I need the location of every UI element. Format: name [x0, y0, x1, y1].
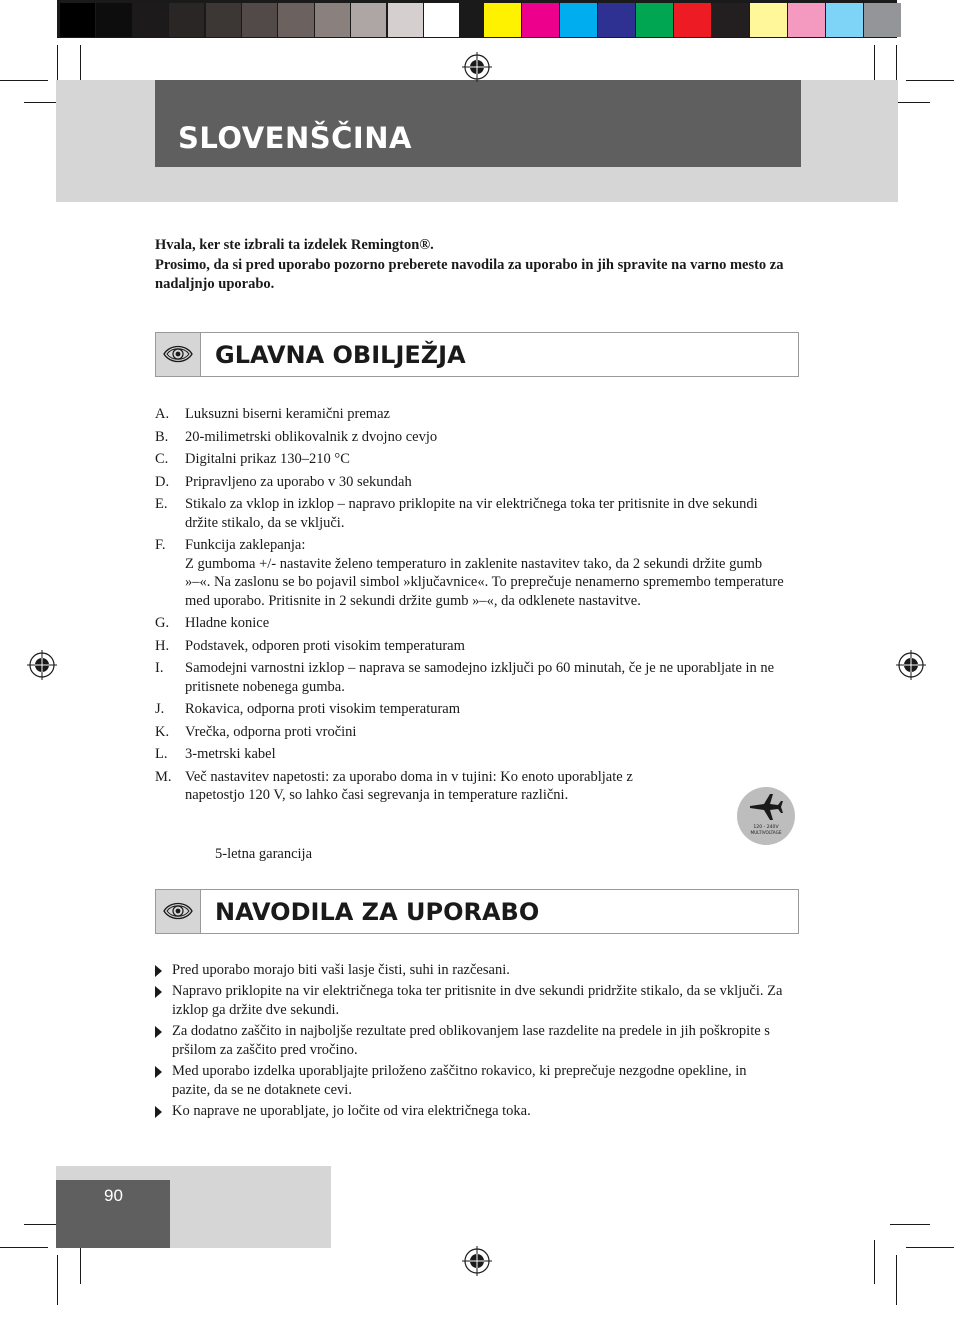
color-swatch	[60, 3, 95, 37]
list-item	[155, 1022, 785, 1060]
list-item	[155, 982, 785, 1020]
list-item	[155, 1062, 785, 1100]
section-title: NAVODILA ZA UPORABO	[215, 898, 540, 926]
section-heading-usage	[155, 889, 799, 934]
color-swatch	[522, 3, 559, 37]
list-item-letter: J.	[155, 701, 165, 717]
page-number: 90	[104, 1186, 123, 1205]
color-swatch	[598, 3, 635, 37]
list-item	[155, 723, 785, 742]
color-swatch	[636, 3, 673, 37]
list-item-letter: K.	[155, 723, 170, 740]
list-item	[155, 405, 785, 424]
usage-list	[155, 961, 785, 1123]
color-swatch	[484, 3, 521, 37]
color-swatch	[315, 3, 350, 37]
color-swatch	[388, 3, 423, 37]
color-swatch	[712, 3, 749, 37]
bullet-arrow-icon	[155, 965, 162, 977]
registration-mark-icon	[462, 52, 492, 82]
list-item-letter: D.	[155, 473, 170, 490]
section-icon-box	[156, 890, 201, 933]
list-item-text: Hladne konice	[185, 615, 270, 631]
registration-mark-icon	[896, 650, 926, 680]
color-swatch	[826, 3, 863, 37]
list-item	[155, 536, 785, 610]
intro-instructions: Prosimo, da si pred uporabo pozorno preberete navodila za uporabo in jih spravite na varno mesto za nadaljnjo uporabo.	[155, 256, 784, 292]
list-item-text: Samodejni varnostni izklop – naprava se samodejno izključi po 60 minutah, če je ne uporabljate in ne pritisnete nobenega gumba.	[185, 660, 775, 695]
list-item-text: Rokavica, odporna proti visokim temperaturam	[185, 701, 461, 717]
color-swatch	[96, 3, 131, 37]
list-item-letter: M.	[155, 768, 172, 785]
crop-mark	[0, 80, 48, 81]
feature-list	[155, 405, 785, 809]
section-heading-features	[155, 332, 799, 377]
page-title: SLOVENŠČINA	[178, 121, 412, 155]
list-item-text: Stikalo za vklop in izklop – napravo priklopite na vir električnega toka ter pritisnite in dve sekundi držite stikalo, da se vključi.	[185, 496, 758, 531]
list-item	[155, 495, 785, 532]
page-number-box	[56, 1180, 170, 1248]
list-item-letter: I.	[155, 660, 164, 676]
list-item	[155, 745, 785, 764]
color-swatch	[351, 3, 386, 37]
list-item	[155, 768, 785, 805]
registration-mark-icon	[462, 1246, 492, 1276]
list-item-letter: L.	[155, 746, 168, 762]
list-item-detail: Z gumboma +/- nastavite želeno temperaturo in zaklenite nastavitev tako, da 2 sekundi držite gumb »–«. Na zaslonu se bo pojavil simbol »ključavnice«. To preprečuje nenamerno spremembo temperature med uporabo. Pritisnite in 2 sekundi držite gumb »–«, da odklenete nastavitve.	[185, 555, 784, 609]
list-item-text: Luksuzni biserni keramični premaz	[185, 406, 390, 422]
list-item-text: Digitalni prikaz 130–210 °C	[185, 451, 350, 467]
intro-thanks: Hvala, ker ste izbrali ta izdelek Remington®.	[155, 237, 434, 253]
list-item-text: Napravo priklopite na vir električnega toka ter pritisnite in dve sekundi pridržite stikalo, da se vključi. Za izklop ga držite dve sekundi.	[172, 983, 783, 1018]
bullet-arrow-icon	[155, 1066, 162, 1078]
list-item-text: Za dodatno zaščito in najboljše rezultate pred oblikovanjem lase razdelite na predele in jih poškropite s pršilom za zaščito pred vročino.	[172, 1023, 770, 1058]
color-swatch	[242, 3, 277, 37]
list-item	[155, 637, 785, 656]
list-item-text: Več nastavitev napetosti: za uporabo doma in v tujini: Ko enoto uporabljate z napetostjo 120 V, so lahko časi segrevanja in temperature različni.	[185, 768, 633, 803]
crop-mark	[0, 1247, 48, 1248]
list-item	[155, 659, 785, 696]
intro-text	[155, 236, 795, 295]
color-swatch	[560, 3, 597, 37]
list-item-letter: C.	[155, 451, 169, 467]
list-item-letter: B.	[155, 428, 169, 445]
crop-mark	[896, 45, 897, 85]
list-item	[155, 450, 785, 469]
list-item	[155, 428, 785, 447]
svg-text:MULTIVOLTAGE: MULTIVOLTAGE	[750, 830, 782, 835]
list-item-text: 3-metrski kabel	[185, 746, 276, 762]
list-item-text: Pred uporabo morajo biti vaši lasje čisti, suhi in razčesani.	[172, 962, 510, 978]
color-swatch	[206, 3, 241, 37]
color-swatch	[424, 3, 459, 37]
list-item	[155, 700, 785, 719]
list-item-letter: E.	[155, 496, 168, 512]
color-calibration-bar	[57, 0, 897, 38]
eye-icon	[163, 342, 193, 366]
crop-mark	[906, 80, 954, 81]
list-item-text: Pripravljeno za uporabo v 30 sekundah	[185, 473, 412, 490]
voltage-badge	[736, 786, 796, 846]
warranty-text: 5-letna garancija	[215, 846, 313, 862]
list-item	[155, 1102, 785, 1121]
list-item	[155, 614, 785, 633]
section-title: GLAVNA OBILJEŽJA	[215, 341, 466, 369]
svg-text:120 - 240V: 120 - 240V	[753, 825, 779, 830]
list-item-text: Vrečka, odporna proti vročini	[185, 723, 357, 740]
color-swatch	[278, 3, 313, 37]
crop-mark	[890, 1224, 930, 1225]
eye-icon	[163, 899, 193, 923]
color-swatch	[133, 3, 168, 37]
list-item-letter: H.	[155, 637, 170, 654]
list-item-letter: A.	[155, 406, 170, 422]
bullet-arrow-icon	[155, 986, 162, 998]
list-item	[155, 961, 785, 980]
list-item-text: Med uporabo izdelka uporabljajte priloženo zaščitno rokavico, ki preprečuje nezgodne opekline, in pazite, da se ne dotaknete cevi.	[172, 1063, 747, 1098]
list-item-text: 20-milimetrski oblikovalnik z dvojno cevjo	[185, 428, 438, 445]
color-swatch	[788, 3, 825, 37]
crop-mark	[57, 1255, 58, 1305]
bullet-arrow-icon	[155, 1106, 162, 1118]
list-item-text: Podstavek, odporen proti visokim temperaturam	[185, 637, 465, 654]
list-item	[155, 473, 785, 492]
crop-mark	[874, 1240, 875, 1284]
list-item-text: Ko naprave ne uporabljate, jo ločite od vira električnega toka.	[172, 1103, 531, 1119]
bullet-arrow-icon	[155, 1026, 162, 1038]
color-swatch	[169, 3, 204, 37]
crop-mark	[57, 45, 58, 85]
color-swatch	[674, 3, 711, 37]
header-title-box	[155, 80, 801, 167]
list-item-letter: F.	[155, 537, 166, 553]
color-swatch	[750, 3, 787, 37]
crop-mark	[906, 1247, 954, 1248]
list-item-text: Funkcija zaklepanja:	[185, 537, 306, 553]
crop-mark	[896, 1255, 897, 1305]
registration-mark-icon	[27, 650, 57, 680]
list-item-letter: G.	[155, 615, 170, 631]
color-swatch	[864, 3, 901, 37]
section-icon-box	[156, 333, 201, 376]
